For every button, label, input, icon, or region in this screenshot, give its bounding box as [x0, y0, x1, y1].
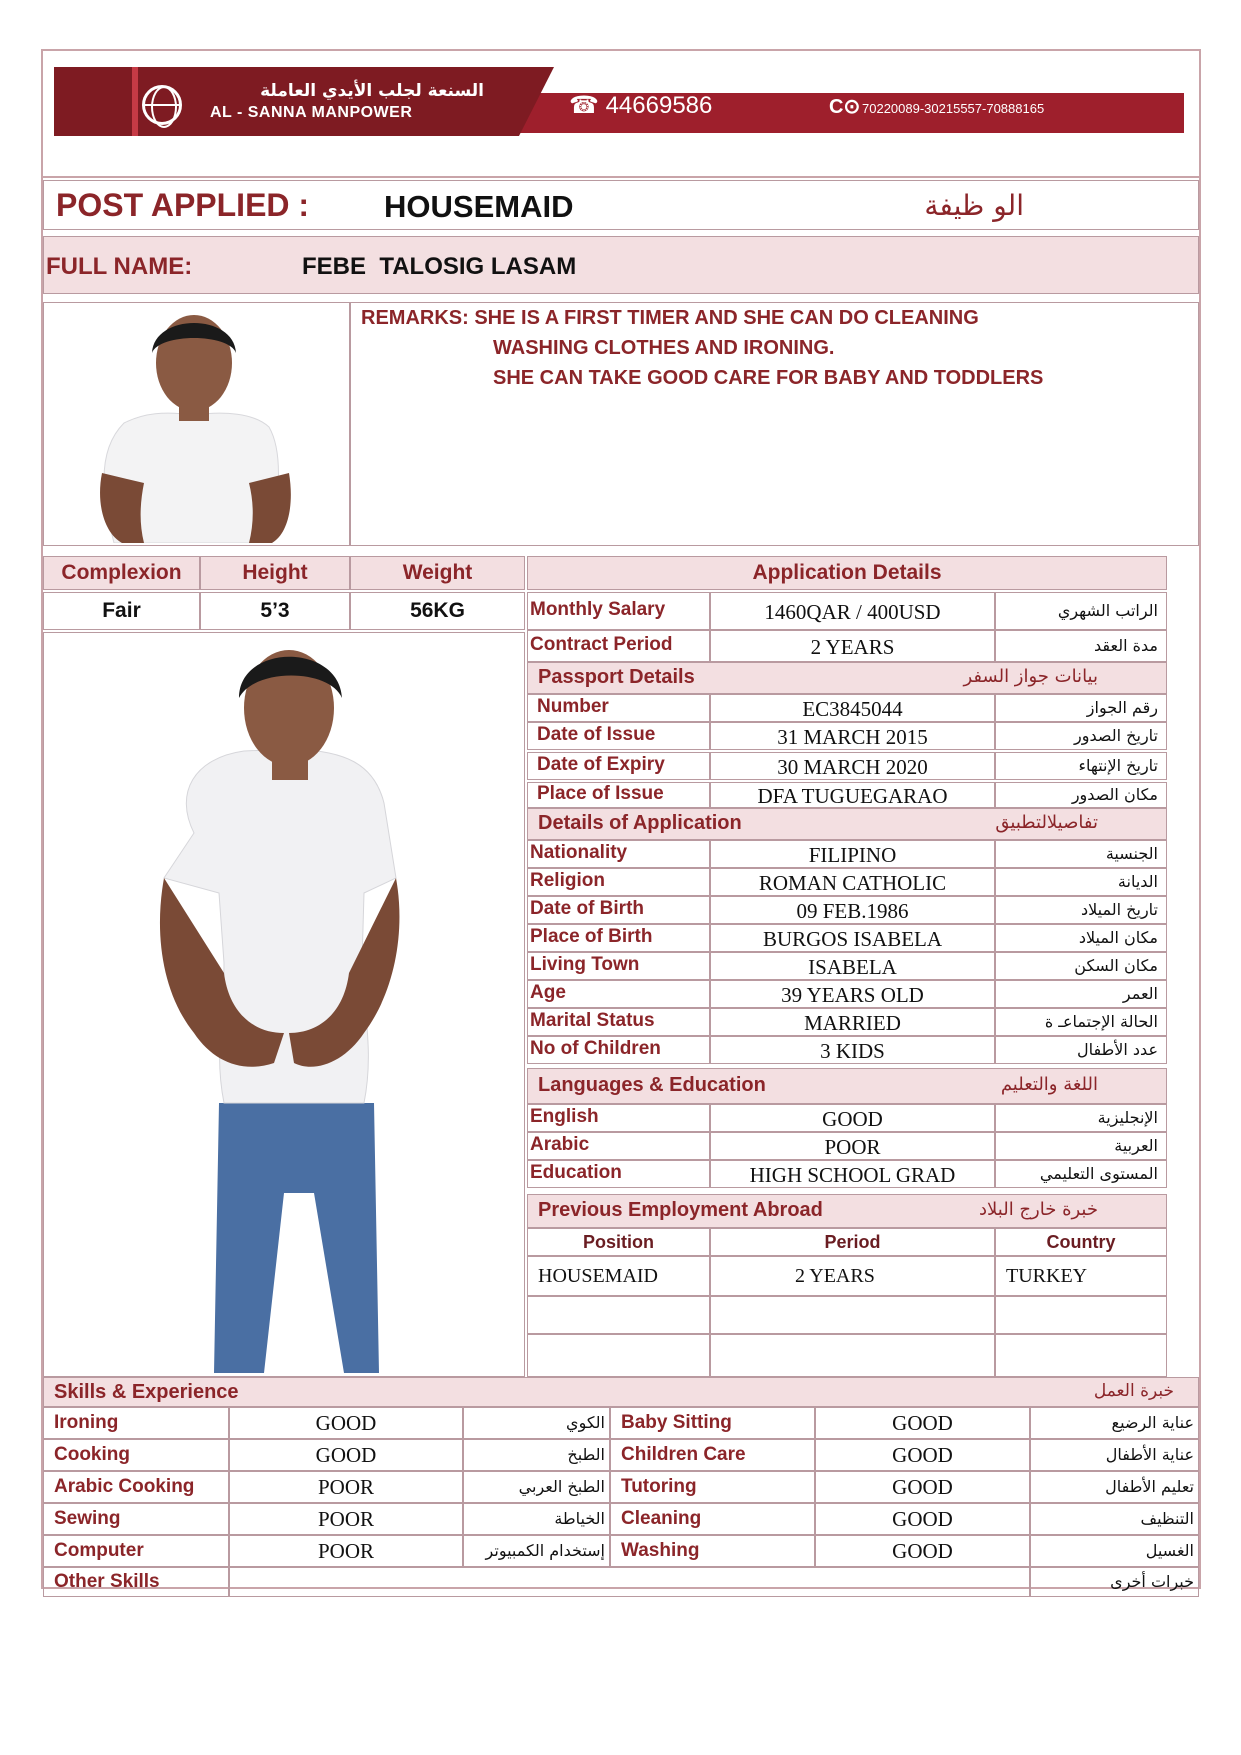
- height-header: Height: [200, 556, 350, 590]
- skill-row-2-left-value: POOR: [229, 1471, 463, 1503]
- passport-row-2-label: Date of Expiry: [527, 752, 710, 780]
- languages-row-0-ar: الإنجليزية: [995, 1104, 1167, 1132]
- skill-row-2-right-label: Tutoring: [610, 1471, 815, 1503]
- height-value: 5’3: [200, 592, 350, 630]
- details-row-4-label: Living Town: [527, 952, 710, 980]
- employment-cell-2-0: [527, 1334, 710, 1377]
- passport-header-title: Passport Details: [538, 666, 695, 688]
- banner-stripe: [132, 67, 138, 136]
- passport-row-1-ar: تاريخ الصدور: [995, 722, 1167, 750]
- complexion-header: Complexion: [43, 556, 200, 590]
- languages-header-title-ar: اللغة والتعليم: [1000, 1074, 1098, 1095]
- contract-row-ar: مدة العقد: [995, 630, 1167, 662]
- remarks-line-2: WASHING CLOTHES AND IRONING.: [493, 337, 835, 359]
- skill-row-4-left-value: POOR: [229, 1535, 463, 1567]
- details-row-6-value: MARRIED: [710, 1008, 995, 1036]
- full-name-label: FULL NAME:: [46, 253, 193, 280]
- details-row-2-value: 09 FEB.1986: [710, 896, 995, 924]
- skill-row-0-right-value: GOOD: [815, 1407, 1030, 1439]
- employment-cell-0-2: TURKEY: [995, 1256, 1167, 1296]
- details-row-1-value: ROMAN CATHOLIC: [710, 868, 995, 896]
- employment-header-title-ar: خبرة خارج البلاد: [979, 1199, 1098, 1220]
- skill-row-1-left-ar: الطبخ: [463, 1439, 610, 1471]
- details-row-0-ar: الجنسية: [995, 840, 1167, 868]
- details-header-title: Details of Application: [538, 812, 742, 834]
- details-row-5-ar: العمر: [995, 980, 1167, 1008]
- languages-row-1-label: Arabic: [527, 1132, 710, 1160]
- passport-row-2-value: 30 MARCH 2020: [710, 752, 995, 780]
- employment-cell-1-2: [995, 1296, 1167, 1334]
- skill-row-2-left-ar: الطبخ العربي: [463, 1471, 610, 1503]
- remarks-box: [350, 302, 1199, 546]
- details-row-1-label: Religion: [527, 868, 710, 896]
- details-row-0-value: FILIPINO: [710, 840, 995, 868]
- telephone-icon: ☎: [569, 92, 599, 119]
- full-name-value: FEBE TALOSIG LASAM: [302, 253, 577, 280]
- passport-row-2-ar: تاريخ الإنتهاء: [995, 752, 1167, 780]
- skill-row-1-right-ar: عناية الأطفال: [1030, 1439, 1199, 1471]
- details-row-5-label: Age: [527, 980, 710, 1008]
- skill-row-0-right-ar: عناية الرضيع: [1030, 1407, 1199, 1439]
- skill-row-2-right-ar: تعليم الأطفال: [1030, 1471, 1199, 1503]
- passport-header-title-ar: بيانات جواز السفر: [963, 666, 1098, 687]
- passport-row-3-label: Place of Issue: [527, 782, 710, 808]
- passport-row-1-label: Date of Issue: [527, 722, 710, 750]
- post-applied-row: [43, 180, 1199, 230]
- skill-row-4-right-value: GOOD: [815, 1535, 1030, 1567]
- languages-row-2-label: Education: [527, 1160, 710, 1188]
- skill-row-4-left-label: Computer: [43, 1535, 229, 1567]
- small-photo-box: [43, 302, 350, 546]
- skill-row-3-right-ar: التنظيف: [1030, 1503, 1199, 1535]
- employment-cell-0-0: HOUSEMAID: [527, 1256, 710, 1296]
- employment-cell-1-0: [527, 1296, 710, 1334]
- skill-row-1-left-value: GOOD: [229, 1439, 463, 1471]
- employment-cell-2-1: [710, 1334, 995, 1377]
- skill-row-1-left-label: Cooking: [43, 1439, 229, 1471]
- skill-row-3-left-value: POOR: [229, 1503, 463, 1535]
- passport-row-3-ar: مكان الصدور: [995, 782, 1167, 808]
- company-name-en: AL - SANNA MANPOWER: [210, 104, 413, 121]
- phone-number: ☎ 44669586: [569, 92, 713, 119]
- employment-cell-1-1: [710, 1296, 995, 1334]
- skills-header: [43, 1377, 1199, 1407]
- details-row-3-ar: مكان الميلاد: [995, 924, 1167, 952]
- complexion-value: Fair: [43, 592, 200, 630]
- employment-header-title: Previous Employment Abroad: [538, 1199, 823, 1221]
- post-applied-label-ar: الو ظيفة: [924, 189, 1024, 222]
- other-skills-label: Other Skills: [43, 1567, 229, 1597]
- languages-row-1-ar: العربية: [995, 1132, 1167, 1160]
- salary-row-ar: الراتب الشهري: [995, 592, 1167, 630]
- skill-row-0-left-value: GOOD: [229, 1407, 463, 1439]
- employment-cell-2-2: [995, 1334, 1167, 1377]
- passport-header: [527, 662, 1167, 694]
- applicant-photo-large: [44, 633, 522, 1373]
- application-details-header: [527, 556, 1167, 590]
- employment-cell-0-1: 2 YEARS: [710, 1256, 995, 1296]
- languages-row-2-value: HIGH SCHOOL GRAD: [710, 1160, 995, 1188]
- skills-title-ar: خبرة العمل: [1093, 1381, 1174, 1401]
- skill-row-0-left-ar: الكوي: [463, 1407, 610, 1439]
- skill-row-4-left-ar: إستخدام الكمبيوتر: [463, 1535, 610, 1567]
- post-applied-value: HOUSEMAID: [384, 189, 574, 224]
- salary-row-label: Monthly Salary: [527, 592, 710, 630]
- details-row-3-label: Place of Birth: [527, 924, 710, 952]
- salary-row-value: 1460QAR / 400USD: [710, 592, 995, 630]
- employment-col-header-2: Country: [995, 1228, 1167, 1256]
- application-details-header-title: Application Details: [752, 561, 942, 584]
- languages-row-0-label: English: [527, 1104, 710, 1132]
- mobile-phone-icon: C⊙: [829, 96, 861, 118]
- passport-row-1-value: 31 MARCH 2015: [710, 722, 995, 750]
- languages-header: [527, 1068, 1167, 1104]
- details-header-title-ar: تفاصيلالتطبيق: [995, 812, 1098, 833]
- details-row-3-value: BURGOS ISABELA: [710, 924, 995, 952]
- details-row-7-value: 3 KIDS: [710, 1036, 995, 1064]
- other-skills-ar: خبرات أخرى: [1030, 1567, 1199, 1597]
- skill-row-3-right-value: GOOD: [815, 1503, 1030, 1535]
- applicant-photo-small: [44, 303, 348, 543]
- globe-logo-icon: [142, 85, 182, 125]
- details-row-0-label: Nationality: [527, 840, 710, 868]
- details-row-1-ar: الديانة: [995, 868, 1167, 896]
- remarks-line-1: REMARKS: SHE IS A FIRST TIMER AND SHE CAN DO CLEANING: [361, 307, 979, 329]
- company-banner: [54, 67, 1184, 136]
- weight-value: 56KG: [350, 592, 525, 630]
- passport-row-0-value: EC3845044: [710, 694, 995, 722]
- skill-row-3-left-ar: الخياطة: [463, 1503, 610, 1535]
- skill-row-0-left-label: Ironing: [43, 1407, 229, 1439]
- details-row-4-ar: مكان السكن: [995, 952, 1167, 980]
- skill-row-1-right-label: Children Care: [610, 1439, 815, 1471]
- mobile-numbers: 70220089-30215557-70888165: [862, 101, 1045, 116]
- company-name-ar: السنعة لجلب الأيدي العاملة: [260, 81, 484, 101]
- skill-row-3-left-label: Sewing: [43, 1503, 229, 1535]
- details-header: [527, 808, 1167, 840]
- languages-header-title: Languages & Education: [538, 1074, 766, 1096]
- details-row-6-label: Marital Status: [527, 1008, 710, 1036]
- skill-row-1-right-value: GOOD: [815, 1439, 1030, 1471]
- weight-header: Weight: [350, 556, 525, 590]
- employment-header: [527, 1194, 1167, 1228]
- other-skills-value: [229, 1567, 1030, 1597]
- passport-row-0-ar: رقم الجواز: [995, 694, 1167, 722]
- skill-row-4-right-label: Washing: [610, 1535, 815, 1567]
- details-row-7-ar: عدد الأطفال: [995, 1036, 1167, 1064]
- employment-col-header-1: Period: [710, 1228, 995, 1256]
- skill-row-4-right-ar: الغسيل: [1030, 1535, 1199, 1567]
- employment-col-header-0: Position: [527, 1228, 710, 1256]
- passport-row-3-value: DFA TUGUEGARAO: [710, 782, 995, 808]
- skill-row-2-right-value: GOOD: [815, 1471, 1030, 1503]
- post-applied-label: POST APPLIED :: [56, 187, 310, 223]
- skill-row-0-right-label: Baby Sitting: [610, 1407, 815, 1439]
- languages-row-1-value: POOR: [710, 1132, 995, 1160]
- skill-row-3-right-label: Cleaning: [610, 1503, 815, 1535]
- details-row-2-label: Date of Birth: [527, 896, 710, 924]
- details-row-4-value: ISABELA: [710, 952, 995, 980]
- languages-row-2-ar: المستوى التعليمي: [995, 1160, 1167, 1188]
- contract-row-value: 2 YEARS: [710, 630, 995, 662]
- banner-dark-panel: [54, 67, 554, 136]
- details-row-7-label: No of Children: [527, 1036, 710, 1064]
- contract-row-label: Contract Period: [527, 630, 710, 662]
- details-row-2-ar: تاريخ الميلاد: [995, 896, 1167, 924]
- skill-row-2-left-label: Arabic Cooking: [43, 1471, 229, 1503]
- skills-title: Skills & Experience: [54, 1381, 239, 1403]
- large-photo-box: [43, 632, 525, 1377]
- full-name-row: [43, 236, 1199, 294]
- details-row-5-value: 39 YEARS OLD: [710, 980, 995, 1008]
- passport-row-0-label: Number: [527, 694, 710, 722]
- languages-row-0-value: GOOD: [710, 1104, 995, 1132]
- details-row-6-ar: الحالة الإجتماعـ ة: [995, 1008, 1167, 1036]
- remarks-line-3: SHE CAN TAKE GOOD CARE FOR BABY AND TODDLERS: [493, 367, 1044, 389]
